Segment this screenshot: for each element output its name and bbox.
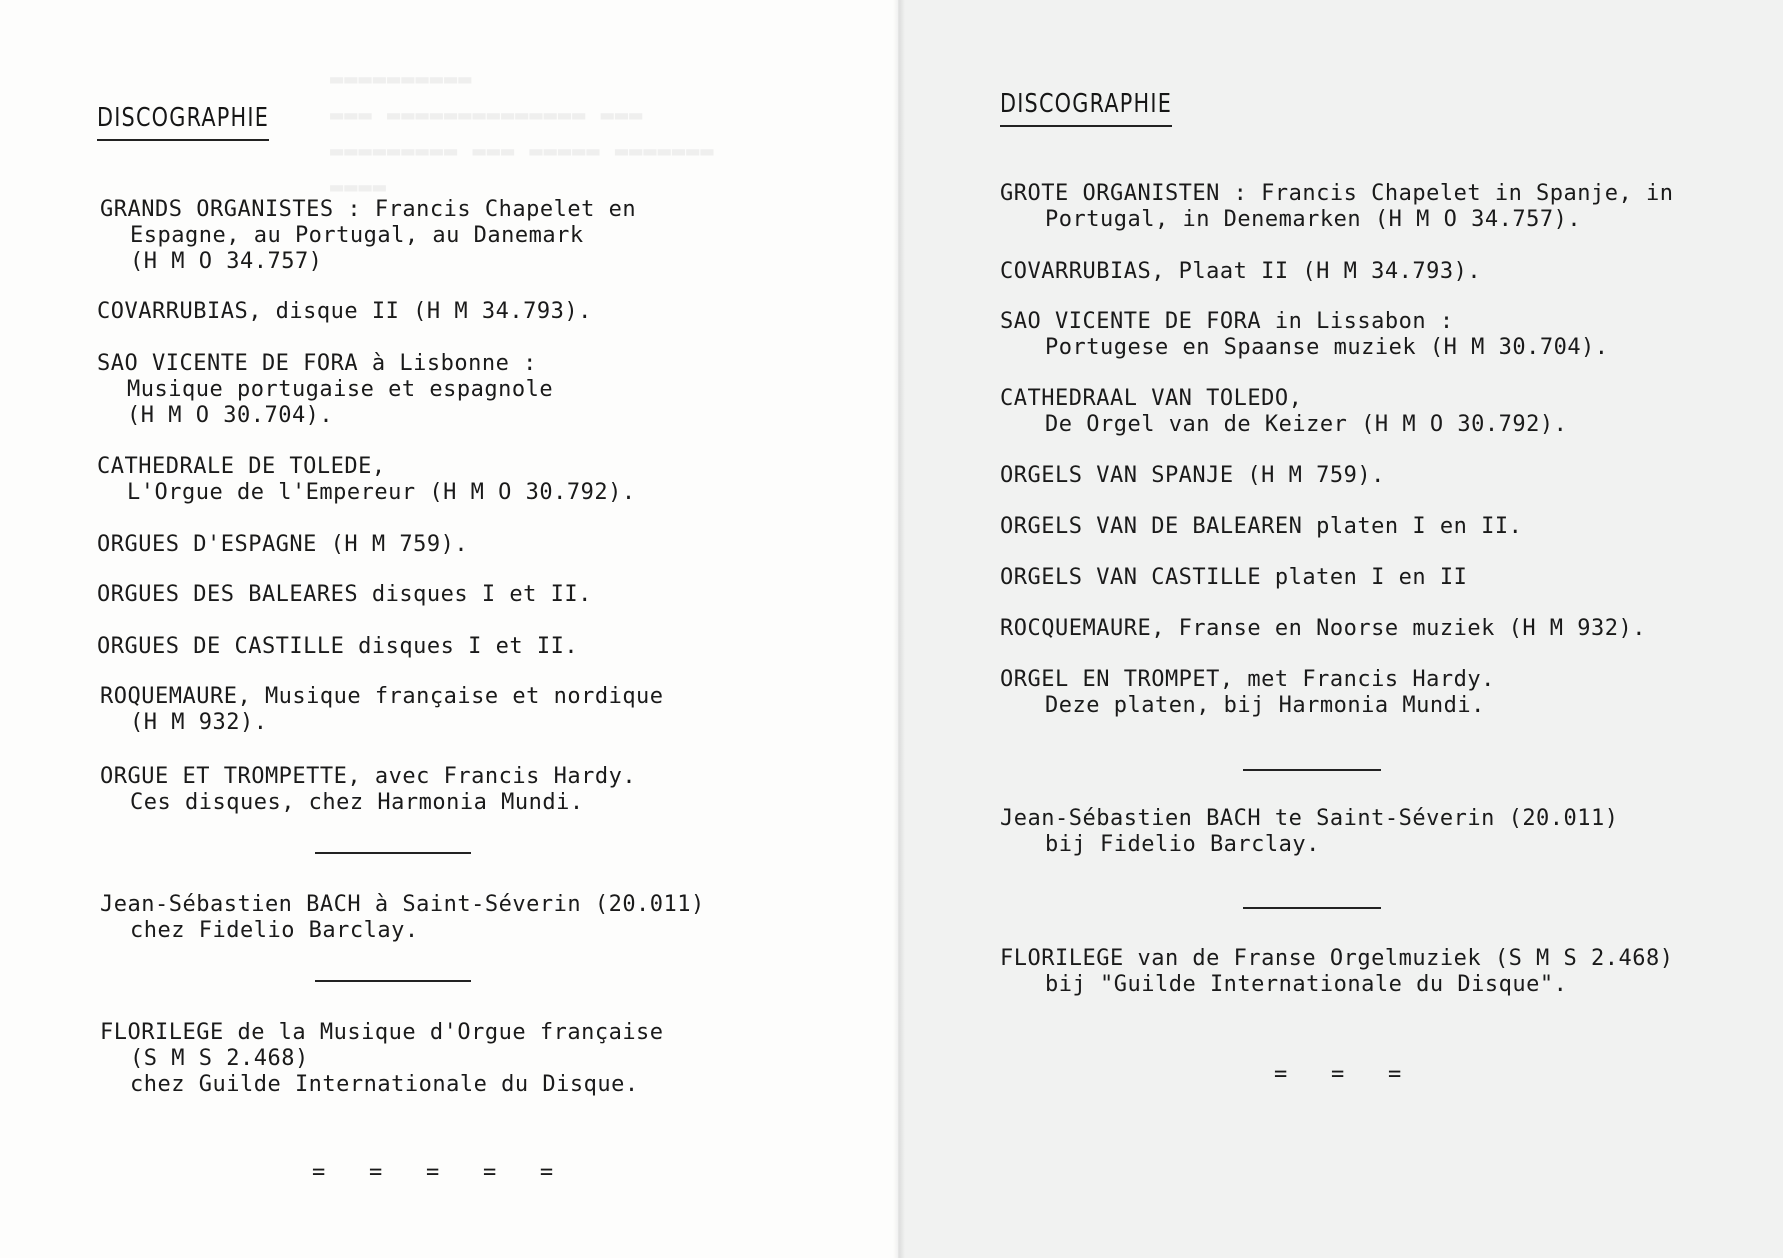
entry-line: Portugese en Spaanse muziek (H M 30.704). — [1045, 335, 1609, 360]
discography-entry — [100, 764, 636, 816]
entry-line: ORGUES DE CASTILLE disques I et II. — [97, 634, 579, 659]
page-heading: DISCOGRAPHIE — [97, 103, 269, 141]
discography-entry — [100, 892, 705, 944]
entry-line: chez Guilde Internationale du Disque. — [130, 1072, 639, 1097]
entry-line: CATHEDRALE DE TOLEDE, — [97, 454, 386, 479]
page-heading: DISCOGRAPHIE — [1000, 89, 1172, 127]
entry-line: ORGUES DES BALEARES disques I et II. — [97, 582, 592, 607]
entry-line: GRANDS ORGANISTES : Francis Chapelet en — [100, 197, 637, 222]
discography-entry — [1000, 946, 1674, 998]
discography-entry — [1000, 565, 1467, 591]
entry-line: L'Orgue de l'Empereur (H M O 30.792). — [127, 480, 636, 505]
section-divider — [1243, 769, 1381, 771]
entry-line: bij Fidelio Barclay. — [1045, 832, 1320, 857]
discography-entry — [97, 351, 553, 429]
entry-line: SAO VICENTE DE FORA in Lissabon : — [1000, 309, 1454, 334]
discography-entry — [1000, 181, 1674, 233]
entry-line: De Orgel van de Keizer (H M O 30.792). — [1045, 412, 1568, 437]
entry-line: Jean-Sébastien BACH à Saint-Séverin (20.011) — [100, 892, 705, 917]
section-divider — [315, 852, 471, 854]
discography-entry — [97, 454, 636, 506]
entry-line: chez Fidelio Barclay. — [130, 918, 419, 943]
entry-line: Deze platen, bij Harmonia Mundi. — [1045, 693, 1485, 718]
entry-line: (H M 932). — [130, 710, 268, 735]
discography-entry — [1000, 667, 1495, 719]
discography-entry — [1000, 616, 1646, 642]
discography-entry — [97, 532, 468, 558]
entry-line: Jean-Sébastien BACH te Saint-Séverin (20.011) — [1000, 806, 1619, 831]
discography-entry — [97, 299, 592, 325]
end-mark: = = = — [1274, 1062, 1403, 1087]
entry-line: Espagne, au Portugal, au Danemark — [130, 223, 584, 248]
entry-line: ORGEL EN TROMPET, met Francis Hardy. — [1000, 667, 1495, 692]
discography-entry — [100, 1020, 664, 1098]
entry-line: Musique portugaise et espagnole — [127, 377, 554, 402]
end-mark: = = = = = — [312, 1160, 555, 1185]
discography-entry — [1000, 514, 1522, 540]
discography-entry — [1000, 386, 1567, 438]
entry-line: (S M S 2.468) — [130, 1046, 309, 1071]
discography-entry — [1000, 463, 1385, 489]
entry-line: GROTE ORGANISTEN : Francis Chapelet in Spanje, in — [1000, 181, 1674, 206]
page-fold — [893, 0, 905, 1258]
entry-line: COVARRUBIAS, Plaat II (H M 34.793). — [1000, 259, 1482, 284]
discography-entry — [100, 197, 636, 275]
show-through-ghost-text: ▬▬▬▬▬▬▬▬▬▬ ▬▬▬ ▬▬▬▬▬▬▬▬▬▬▬▬▬▬ ▬▬▬ ▬▬▬▬▬▬▬▬▬ ▬▬▬ ▬▬▬▬▬ ▬▬▬▬▬▬▬ ▬▬▬▬ — [330, 67, 715, 200]
entry-line: ROCQUEMAURE, Franse en Noorse muziek (H M 932). — [1000, 616, 1647, 641]
entry-line: Ces disques, chez Harmonia Mundi. — [130, 790, 584, 815]
entry-line: ORGELS VAN SPANJE (H M 759). — [1000, 463, 1385, 488]
discography-entry — [1000, 259, 1481, 285]
entry-line: ORGUE ET TROMPETTE, avec Francis Hardy. — [100, 764, 637, 789]
entry-line: (H M O 30.704). — [127, 403, 334, 428]
entry-line: ORGUES D'ESPAGNE (H M 759). — [97, 532, 469, 557]
entry-line: ORGELS VAN CASTILLE platen I en II — [1000, 565, 1468, 590]
entry-line: ORGELS VAN DE BALEAREN platen I en II. — [1000, 514, 1523, 539]
entry-line: CATHEDRAAL VAN TOLEDO, — [1000, 386, 1303, 411]
entry-line: COVARRUBIAS, disque II (H M 34.793). — [97, 299, 592, 324]
entry-line: ROQUEMAURE, Musique française et nordique — [100, 684, 664, 709]
discography-entry — [1000, 806, 1619, 858]
section-divider — [315, 980, 471, 982]
discography-entry — [97, 582, 592, 608]
section-divider — [1243, 907, 1381, 909]
entry-line: SAO VICENTE DE FORA à Lisbonne : — [97, 351, 537, 376]
entry-line: FLORILEGE de la Musique d'Orgue française — [100, 1020, 664, 1045]
entry-line: Portugal, in Denemarken (H M O 34.757). — [1045, 207, 1582, 232]
right-page — [898, 0, 1783, 1258]
discography-entry — [97, 634, 578, 660]
discography-entry — [100, 684, 664, 736]
entry-line: bij "Guilde Internationale du Disque". — [1045, 972, 1568, 997]
entry-line: (H M O 34.757) — [130, 249, 323, 274]
discography-entry — [1000, 309, 1609, 361]
entry-line: FLORILEGE van de Franse Orgelmuziek (S M S 2.468) — [1000, 946, 1674, 971]
